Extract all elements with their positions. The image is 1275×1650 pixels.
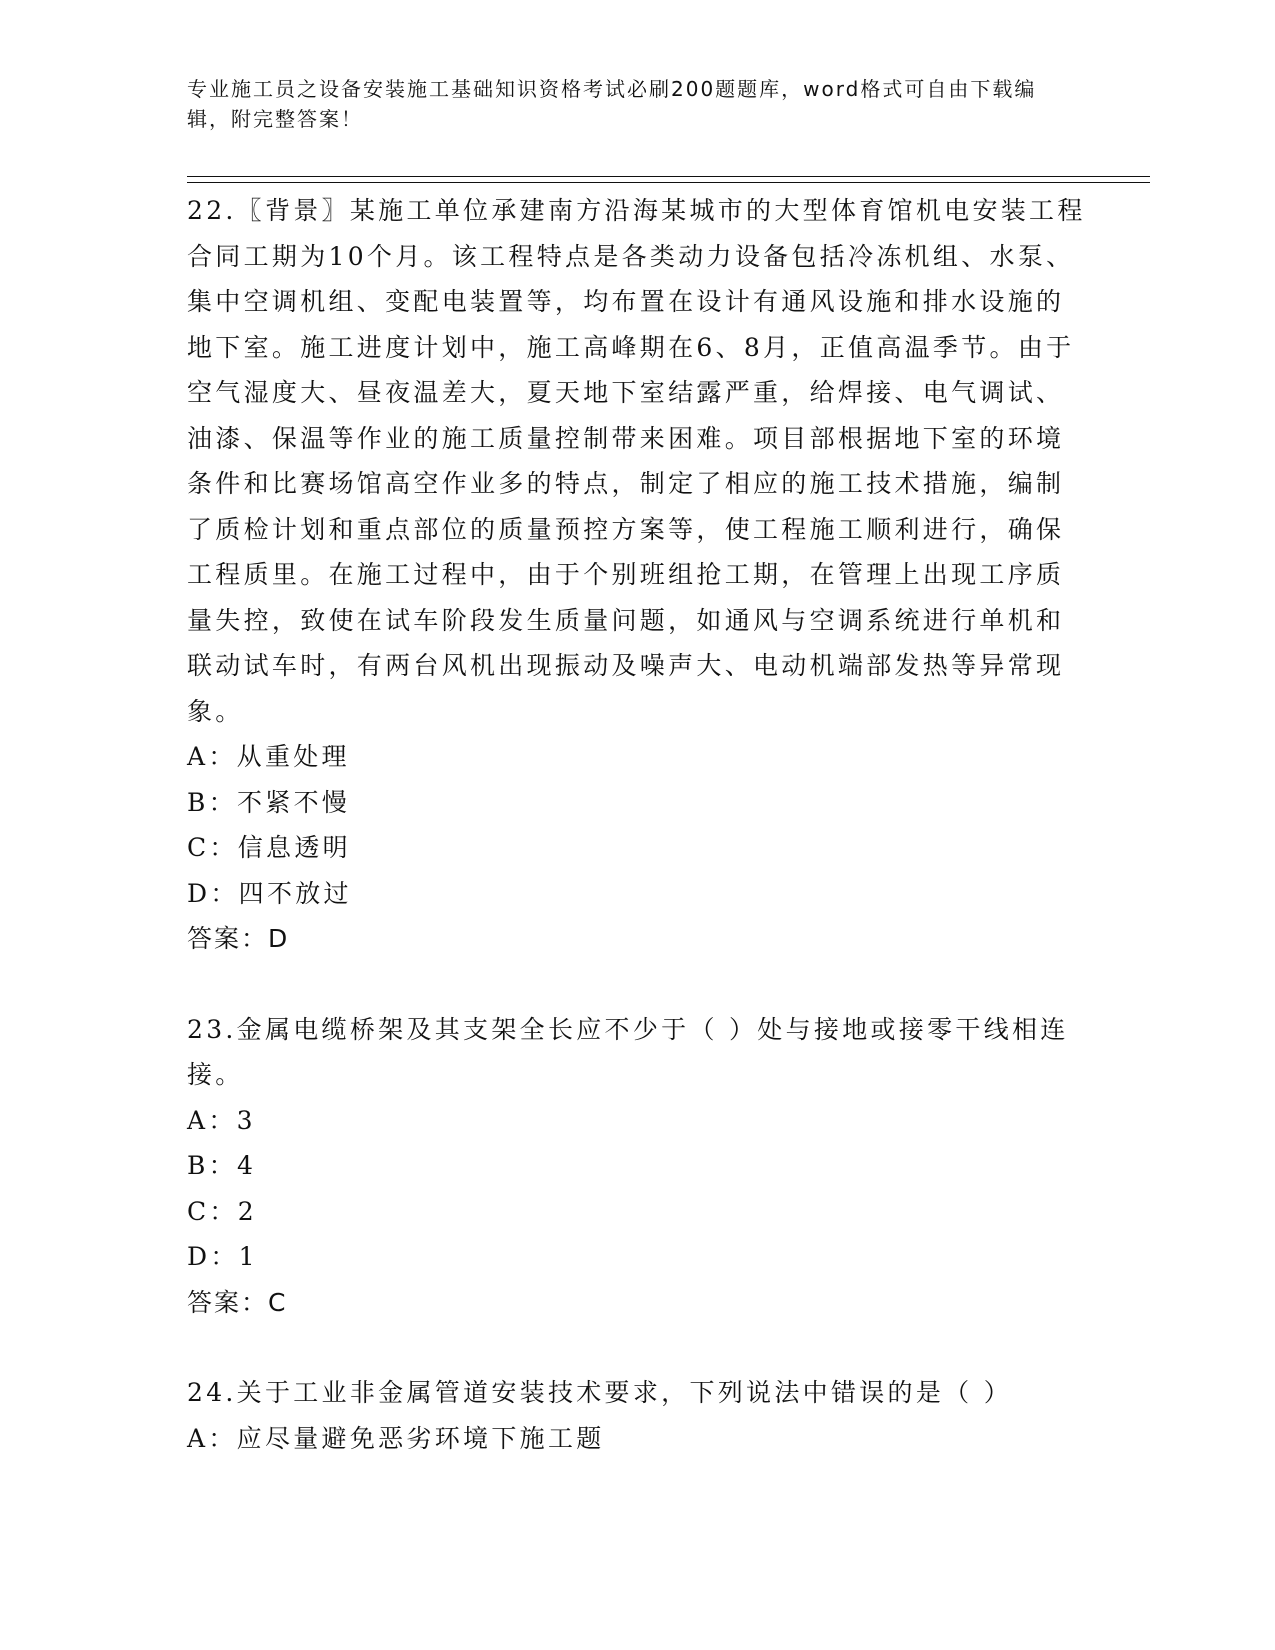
question-text: 23.金属电缆桥架及其支架全长应不少于（ ）处与接地或接零干线相连接。 — [187, 1014, 1069, 1089]
option-a: A：3 — [187, 1105, 256, 1135]
header-divider-bottom — [187, 182, 1150, 183]
question-23 — [187, 1007, 1087, 1326]
question-22 — [187, 188, 1087, 962]
option-d: D：四不放过 — [187, 878, 352, 908]
option-b: B：不紧不慢 — [187, 787, 351, 817]
question-text: 24.关于工业非金属管道安装技术要求，下列说法中错误的是（ ） — [187, 1378, 1013, 1407]
question-text: 22.〖背景〗某施工单位承建南方沿海某城市的大型体育馆机电安装工程合同工期为10个月。该工程特点是各类动力设备包括冷冻机组、水泵、集中空调机组、变配电装置等，均布置在设计有通风设施和排水设施的地下室。施工进度计划中，施工高峰期在6、8月，正值高温季节。由于空气湿度大、昼夜温差大，夏天地下室结露严重，给焊接、电气调试、油漆、保温等作业的施工质量控制带来困难。项目部根据地下室的环境条件和比赛场馆高空作业多的特点，制定了相应的施工技术措施，编制了质检计划和重点部位的质量预控方案等，使工程施工顺利进行，确保工程质里。在施工过程中，由于个别班组抢工期，在管理上出现工序质量失控，致使在试车阶段发生质量问题，如通风与空调系统进行单机和联动试车时，有两台风机出现振动及噪声大、电动机端部发热等异常现象。 — [187, 196, 1086, 726]
answer-line: 答案：D — [187, 924, 290, 953]
answer-line: 答案：C — [187, 1287, 288, 1317]
option-c: C：2 — [187, 1196, 257, 1226]
document-header: 专业施工员之设备安装施工基础知识资格考试必刷200题题库，word格式可自由下载编辑，附完整答案！ — [187, 77, 1037, 131]
question-spacer — [187, 962, 1087, 1007]
option-a: A：应尽量避免恶劣环境下施工题 — [187, 1423, 605, 1453]
question-spacer — [187, 1325, 1087, 1370]
option-d: D：1 — [187, 1242, 258, 1271]
question-24 — [187, 1370, 1087, 1461]
question-list — [187, 188, 1087, 1461]
option-c: C：信息透明 — [187, 833, 351, 862]
option-a: A：从重处理 — [187, 742, 350, 771]
option-b: B：4 — [187, 1151, 257, 1180]
header-divider-top — [187, 176, 1150, 177]
